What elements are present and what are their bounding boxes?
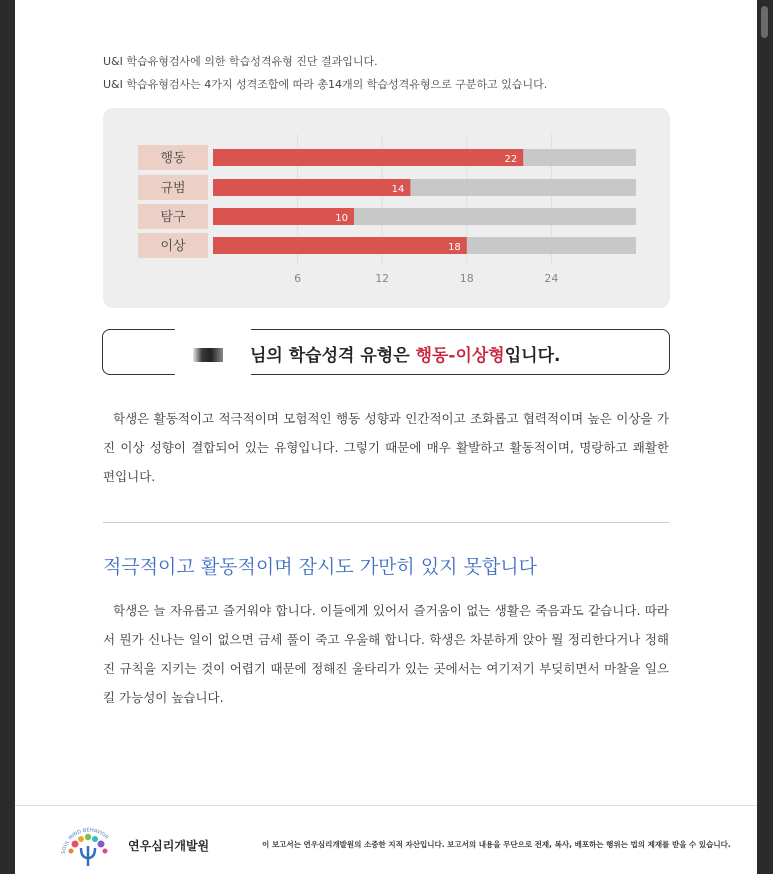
type-description: 학생은 활동적이고 적극적이며 모험적인 행동 성향과 인간적이고 조화롭고 협력적이며 높은 이상을 가진 이상 성향이 결합되어 있는 유형입니다. 그렇기 때문에 매우 활발하고 활동적이며, 명랑하고 쾌활한 편입니다.: [103, 411, 669, 484]
scrollbar[interactable]: [757, 0, 773, 874]
result-text: [250, 341, 560, 366]
category-label: 탐구: [160, 210, 186, 225]
score-chart: [103, 108, 670, 308]
document-page: [15, 0, 757, 874]
x-tick-label: 24: [544, 272, 559, 285]
intro-line-1: U&I 학습유형검사에 의한 학습성격유형 진단 결과입니다.: [103, 55, 378, 68]
scrollbar-thumb[interactable]: [761, 6, 768, 38]
bar: [213, 237, 467, 254]
score-chart-svg: [103, 108, 670, 308]
x-tick-label: 18: [459, 272, 474, 285]
bar-value-label: 18: [448, 242, 461, 253]
footer-divider: [15, 805, 757, 806]
section-divider: [103, 522, 669, 523]
category-label: 이상: [160, 239, 186, 254]
redacted-name: [193, 348, 223, 362]
copyright-notice: 이 보고서는 연우심리개발원의 소중한 지적 자산입니다. 보고서의 내용을 무단으로 전재, 복사, 배포하는 행위는 법의 제재를 받을 수 있습니다.: [262, 840, 731, 849]
result-box: [102, 329, 670, 375]
category-label: 행동: [160, 151, 186, 166]
result-suffix: 입니다.: [504, 346, 561, 366]
intro-text: [103, 50, 547, 96]
bar-value-label: 22: [504, 154, 518, 165]
bar: [213, 179, 410, 196]
bar-value-label: 14: [391, 184, 405, 195]
x-tick-label: 6: [294, 272, 302, 285]
bar: [213, 149, 523, 166]
intro-line-2: U&I 학습유형검사는 4가지 성격조합에 따라 총14개의 학습성격유형으로 구분하고 있습니다.: [103, 78, 548, 91]
bar-value-label: 10: [335, 213, 348, 224]
bar: [213, 208, 354, 225]
logo-arc-text: SOUL MIND BEHAVIOR: [60, 827, 110, 855]
result-prefix: 님의 학습성격 유형은: [250, 346, 416, 366]
result-type: 행동-이상형: [415, 346, 505, 366]
org-logo: [57, 820, 119, 870]
section-body: 학생은 늘 자유롭고 즐거워야 합니다. 이들에게 있어서 즐거움이 없는 생활은 죽음과도 같습니다. 따라서 뭔가 신나는 일이 없으면 금세 풀이 죽고 우울해 합니다. 학생은 차분하게 앉아 뭘 정리한다거나 정해진 규칙을 지키는 것이 어렵기 때문에 정해진 울타리가 있는 곳에서는 여기저기 부딪히면서 마찰을 일으킬 가능성이 높습니다.: [103, 603, 669, 705]
category-label: 규범: [160, 181, 186, 196]
org-name: 연우심리개발원: [128, 839, 210, 853]
section-title: 적극적이고 활동적이며 잠시도 가만히 있지 못합니다: [103, 556, 537, 578]
x-tick-label: 12: [375, 272, 390, 285]
